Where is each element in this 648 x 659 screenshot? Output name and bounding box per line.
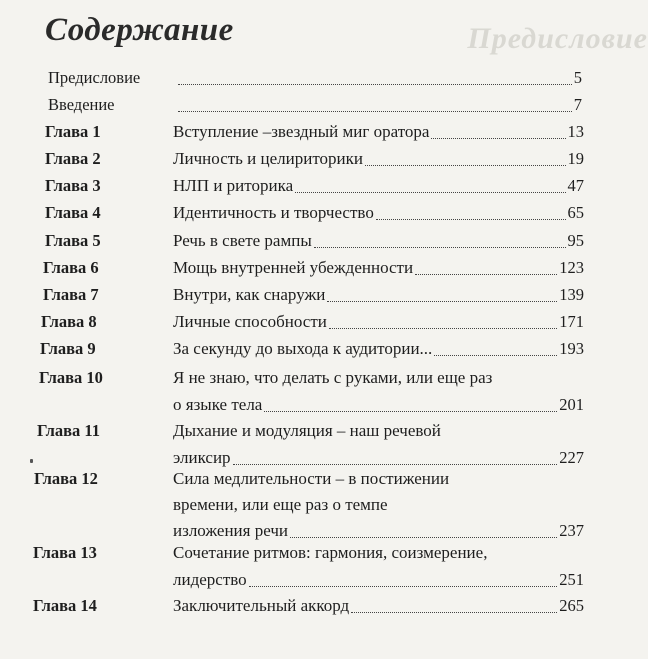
toc-entry-label: Глава 12 bbox=[34, 469, 98, 488]
toc-entry-page-number: 123 bbox=[559, 258, 584, 277]
dot-leader bbox=[415, 274, 557, 275]
toc-entry-label: Глава 5 bbox=[45, 231, 101, 250]
toc-entry-title: Дыхание и модуляция – наш речевой bbox=[173, 421, 441, 440]
toc-entry-page-number: 95 bbox=[567, 231, 584, 250]
toc-entry-label: Введение bbox=[48, 95, 115, 114]
toc-entry-page-number: 65 bbox=[567, 203, 584, 222]
toc-entry-page-number: 19 bbox=[567, 149, 584, 168]
dot-leader bbox=[376, 219, 566, 220]
toc-entry-page-number: 47 bbox=[567, 176, 584, 195]
toc-entry-title: Личность и целириторики bbox=[173, 149, 364, 168]
toc-entry-label: Глава 7 bbox=[43, 285, 99, 304]
adjacent-page-heading: Предисловие bbox=[467, 22, 648, 55]
dot-leader bbox=[329, 328, 557, 329]
toc-entry-title: Идентичность и творчество bbox=[173, 203, 374, 222]
toc-entry-title: времени, или еще раз о темпе bbox=[173, 495, 388, 514]
toc-entry-label: Глава 11 bbox=[37, 421, 101, 440]
toc-entry-page-number: 237 bbox=[559, 521, 584, 540]
toc-entry-page-number: 13 bbox=[567, 122, 584, 141]
toc-entry-label: Глава 8 bbox=[41, 312, 97, 331]
toc-entry-title: Сила медлительности – в постижении bbox=[173, 469, 450, 488]
dot-leader bbox=[431, 138, 565, 139]
toc-entry-page-number: 265 bbox=[559, 596, 584, 615]
toc-entry-title: лидерство bbox=[173, 570, 247, 589]
toc-entry-title: изложения речи bbox=[173, 521, 288, 540]
toc-entry-title: Сочетание ритмов: гармония, соизмерение, bbox=[173, 543, 488, 562]
toc-entry-title: Заключительный аккорд bbox=[173, 596, 350, 615]
dot-leader bbox=[295, 192, 565, 193]
toc-entry-title: Мощь внутренней убежденности bbox=[173, 258, 414, 277]
toc-entry-title: Личные способности bbox=[173, 312, 327, 331]
dot-leader bbox=[365, 165, 565, 166]
toc-entry-label: Глава 6 bbox=[43, 258, 99, 277]
toc-entry-page-number: 201 bbox=[559, 395, 584, 414]
dot-leader bbox=[290, 537, 557, 538]
toc-entry-page-number: 251 bbox=[559, 570, 584, 589]
dot-leader bbox=[249, 586, 558, 587]
toc-entry-page-number: 5 bbox=[573, 68, 582, 87]
dot-leader bbox=[264, 411, 557, 412]
dot-leader bbox=[178, 84, 572, 85]
dot-leader bbox=[327, 301, 557, 302]
toc-entry-title: Я не знаю, что делать с руками, или еще раз bbox=[173, 368, 493, 387]
toc-entry-page-number: 139 bbox=[559, 285, 584, 304]
toc-entry-page-number: 7 bbox=[573, 95, 582, 114]
toc-entry-label: Глава 1 bbox=[45, 122, 101, 141]
toc-entry-label: Глава 14 bbox=[33, 596, 97, 615]
page-title: Содержание bbox=[45, 12, 234, 48]
toc-entry-label: Предисловие bbox=[48, 68, 141, 87]
toc-entry-page-number: 193 bbox=[559, 339, 584, 358]
toc-entry-label: Глава 9 bbox=[40, 339, 96, 358]
toc-entry-title: За секунду до выхода к аудитории... bbox=[173, 339, 433, 358]
dot-leader bbox=[434, 355, 557, 356]
toc-entry-label: Глава 13 bbox=[33, 543, 97, 562]
toc-entry-title: Речь в свете рампы bbox=[173, 231, 312, 250]
toc-entry-page-number: 171 bbox=[559, 312, 584, 331]
toc-entry-title: Вступление –звездный миг оратора bbox=[173, 122, 430, 141]
toc-entry-page-number: 227 bbox=[559, 448, 584, 467]
toc-entry-label: Глава 4 bbox=[45, 203, 101, 222]
toc-entry-title: Внутри, как снаружи bbox=[173, 285, 326, 304]
dot-leader bbox=[233, 464, 558, 465]
toc-entry-label: Глава 10 bbox=[39, 368, 103, 387]
toc-entry-label: Глава 3 bbox=[45, 176, 101, 195]
toc-entry-title: эликсир bbox=[173, 448, 231, 467]
toc-entry-title: НЛП и риторика bbox=[173, 176, 294, 195]
toc-entry-title: о языке тела bbox=[173, 395, 263, 414]
dot-leader bbox=[314, 247, 566, 248]
dot-leader bbox=[351, 612, 557, 613]
print-speck bbox=[30, 459, 33, 463]
dot-leader bbox=[178, 111, 572, 112]
toc-entry-label: Глава 2 bbox=[45, 149, 101, 168]
